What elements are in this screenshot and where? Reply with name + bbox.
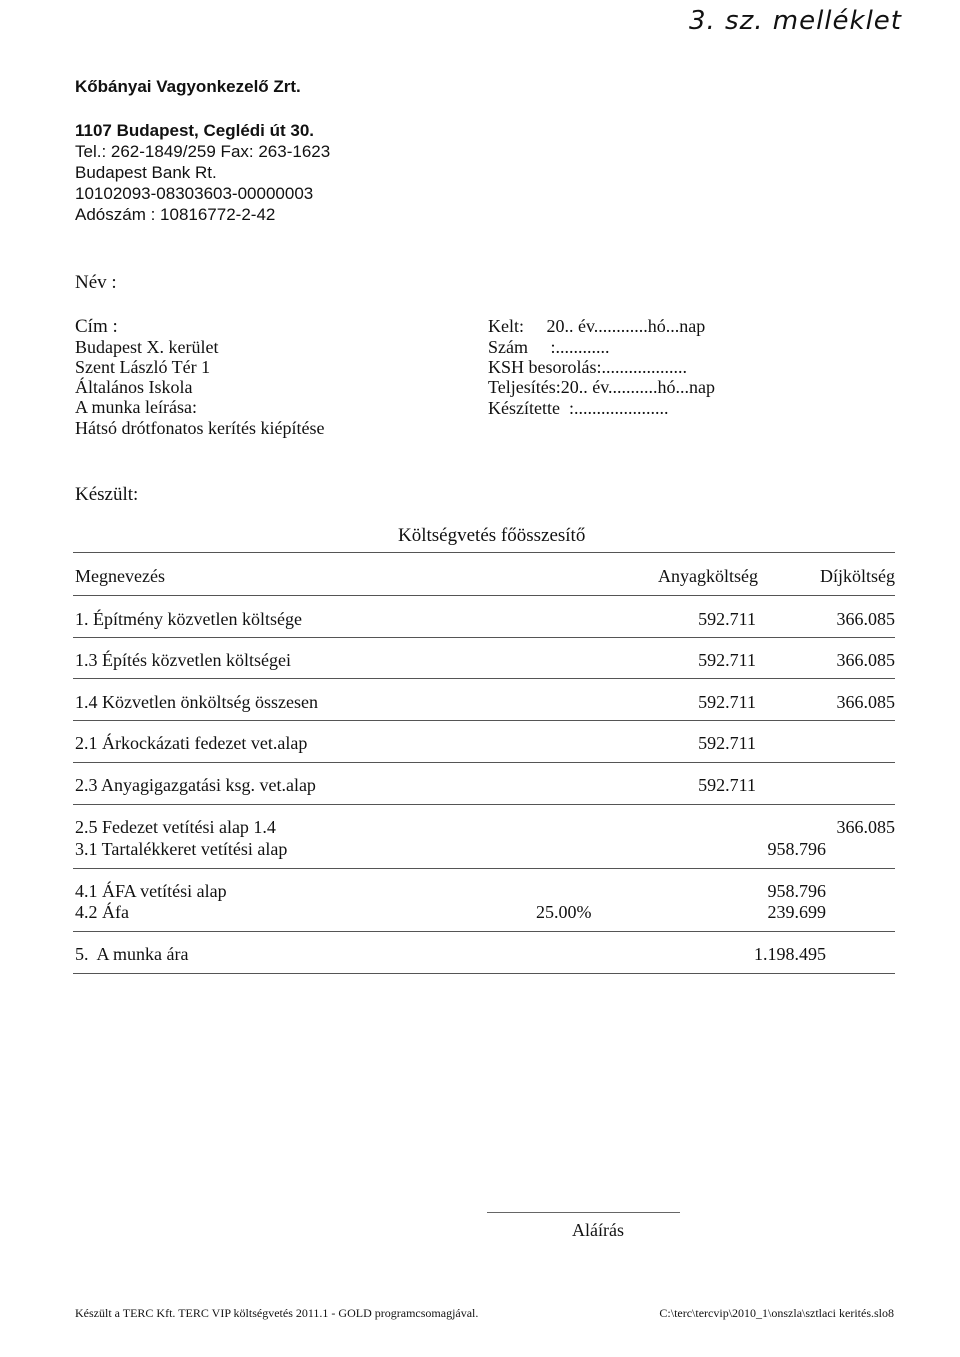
row-name: 1.3 Építés közvetlen költségei	[75, 650, 291, 670]
row-name: 5. A munka ára	[75, 944, 189, 964]
row-name: 1.4 Közvetlen önköltség összesen	[75, 692, 318, 712]
row-name: 4.2 Áfa	[75, 902, 129, 922]
divider	[73, 868, 895, 869]
footer-right: C:\terc\tercvip\2010_1\onszla\sztlaci kerités.slo8	[659, 1306, 894, 1320]
header-fee: Díjköltség	[820, 566, 895, 586]
row-material: 592.711	[698, 650, 756, 670]
afa-row	[75, 902, 895, 924]
row-material: 592.711	[698, 609, 756, 629]
address-label: Cím :	[75, 316, 118, 337]
keszult-label: Készült:	[75, 484, 139, 505]
signature-label: Aláírás	[572, 1220, 624, 1240]
row-value: 1.198.495	[754, 944, 826, 964]
header-name: Megnevezés	[75, 566, 165, 586]
company-phone: Tel.: 262-1849/259 Fax: 263-1623	[75, 142, 331, 161]
company-bank: Budapest Bank Rt.	[75, 163, 217, 182]
afa-base-row	[75, 881, 895, 903]
client-city: Budapest X. kerület	[75, 337, 219, 357]
row-rate: 25.00%	[536, 902, 592, 922]
table-row	[75, 692, 895, 714]
row-fee: 366.085	[836, 817, 895, 837]
row-material: 592.711	[698, 692, 756, 712]
header-material: Anyagköltség	[658, 566, 758, 586]
signature-line	[487, 1212, 680, 1213]
row-value: 239.699	[767, 902, 826, 922]
row-material: 592.711	[698, 733, 756, 753]
work-label: A munka leírása:	[75, 397, 197, 417]
handwritten-annotation: 3. sz. melléklet	[688, 6, 902, 36]
row-value: 958.796	[767, 881, 826, 901]
divider	[73, 595, 895, 596]
row-name: 1. Építmény közvetlen költsége	[75, 609, 302, 629]
table-row	[75, 733, 895, 755]
company-account: 10102093-08303603-00000003	[75, 184, 314, 203]
row-name: 2.1 Árkockázati fedezet vet.alap	[75, 733, 308, 753]
row-name: 4.1 ÁFA vetítési alap	[75, 881, 227, 901]
meta-kelt: Kelt: 20.. év............hó...nap	[488, 316, 706, 336]
meta-teljesites: Teljesítés:20.. év...........hó...nap	[488, 377, 716, 397]
table-row	[75, 609, 895, 631]
tartalek-row	[75, 839, 895, 861]
table-row	[75, 650, 895, 672]
table-title: Költségvetés főösszesítő	[398, 525, 586, 546]
divider	[73, 552, 895, 553]
client-street: Szent László Tér 1	[75, 357, 211, 377]
name-label: Név :	[75, 272, 117, 293]
company-tax: Adószám : 10816772-2-42	[75, 205, 276, 224]
meta-keszitette: Készítette :.....................	[488, 398, 669, 418]
row-fee: 366.085	[836, 650, 895, 670]
row-value: 958.796	[767, 839, 826, 859]
divider	[73, 931, 895, 932]
total-row	[75, 944, 895, 966]
divider	[73, 678, 895, 679]
company-name: Kőbányai Vagyonkezelő Zrt.	[75, 77, 301, 96]
client-building: Általános Iskola	[75, 377, 193, 397]
row-material: 592.711	[698, 775, 756, 795]
company-address: 1107 Budapest, Ceglédi út 30.	[75, 121, 315, 140]
fedezet-row	[75, 817, 895, 839]
table-row	[75, 775, 895, 797]
table-header-row	[75, 566, 895, 588]
meta-ksh: KSH besorolás:...................	[488, 357, 687, 377]
divider	[73, 720, 895, 721]
divider	[73, 804, 895, 805]
meta-szam: Szám :............	[488, 337, 610, 357]
row-name: 2.5 Fedezet vetítési alap 1.4	[75, 817, 276, 837]
divider	[73, 973, 895, 974]
row-fee: 366.085	[836, 692, 895, 712]
row-fee: 366.085	[836, 609, 895, 629]
footer-left: Készült a TERC Kft. TERC VIP költségvetés 2011.1 - GOLD programcsomagjával.	[75, 1306, 479, 1320]
row-name: 2.3 Anyagigazgatási ksg. vet.alap	[75, 775, 316, 795]
divider	[73, 762, 895, 763]
divider	[73, 637, 895, 638]
work-description: Hátsó drótfonatos kerítés kiépítése	[75, 418, 325, 438]
row-name: 3.1 Tartalékkeret vetítési alap	[75, 839, 288, 859]
